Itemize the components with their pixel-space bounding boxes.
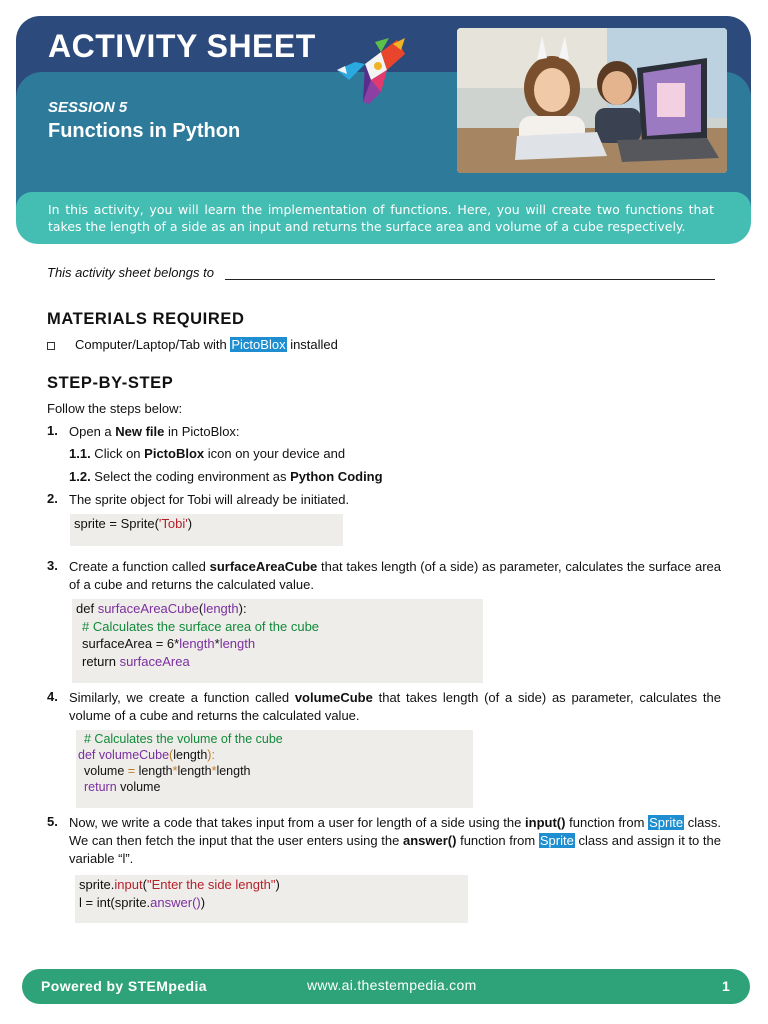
intro-text: In this activity, you will learn the implementation of functions. Here, you will create two functions that takes the length of a side as an input and returns the surface area and volume of a cube respectively. [48, 202, 714, 234]
pictoblox-logo-icon [335, 36, 410, 106]
steps-heading: STEP-BY-STEP [47, 374, 174, 392]
step-4-text: Similarly, we create a function called volumeCube that takes length (of a side) as parameter, calculates the volume of a cube and returns the calculated value. [69, 690, 721, 723]
step-2-text: The sprite object for Tobi will already be initiated. [69, 492, 350, 507]
page-title: ACTIVITY SHEET [48, 28, 316, 64]
step-number: 2. [47, 491, 58, 506]
checkbox-bullet-icon [47, 342, 55, 350]
hero-photo [457, 28, 727, 173]
session-topic: Functions in Python [48, 120, 241, 142]
code-block-volume: # Calculates the volume of the cube def volumeCube(length): volume = length*length*length return volume [76, 730, 473, 808]
step-1-1-text: 1.1. Click on PictoBlox icon on your device and [69, 446, 346, 461]
step-5-text: Now, we write a code that takes input from a user for length of a side using the input() function from Sprite class. We can then fetch the input that the user enters using the answer() function from Sprite class and assign it to the variable “l”. [69, 815, 721, 866]
code-block-surface-area: def surfaceAreaCube(length): # Calculates the surface area of the cube surfaceArea = 6*length*length return surfaceArea [72, 599, 483, 683]
code-block-sprite: sprite = Sprite('Tobi') [70, 514, 343, 546]
step-number: 3. [47, 558, 58, 573]
belongs-to-label: This activity sheet belongs to [47, 265, 214, 280]
footer-website-link[interactable]: www.ai.thestempedia.com [307, 977, 477, 993]
session-label: SESSION 5 [48, 99, 128, 116]
step-number: 1. [47, 423, 58, 438]
materials-heading: MATERIALS REQUIRED [47, 310, 245, 328]
code-block-input: sprite.input("Enter the side length") l = int(sprite.answer()) [75, 875, 468, 923]
step-3-text: Create a function called surfaceAreaCube that takes length (of a side) as parameter, calculates the surface area of a cube and returns the calculated value. [69, 559, 721, 592]
materials-item: Computer/Laptop/Tab with PictoBlox installed [75, 337, 338, 352]
follow-steps-text: Follow the steps below: [47, 401, 183, 416]
name-blank-line [225, 279, 715, 280]
step-1-2-text: 1.2. Select the coding environment as Python Coding [69, 469, 383, 484]
step-1-text: Open a New file in PictoBlox: [69, 424, 240, 439]
page-number: 1 [722, 978, 730, 994]
step-number: 5. [47, 814, 58, 829]
step-number: 4. [47, 689, 58, 704]
footer-powered-by: Powered by STEMpedia [41, 978, 207, 994]
